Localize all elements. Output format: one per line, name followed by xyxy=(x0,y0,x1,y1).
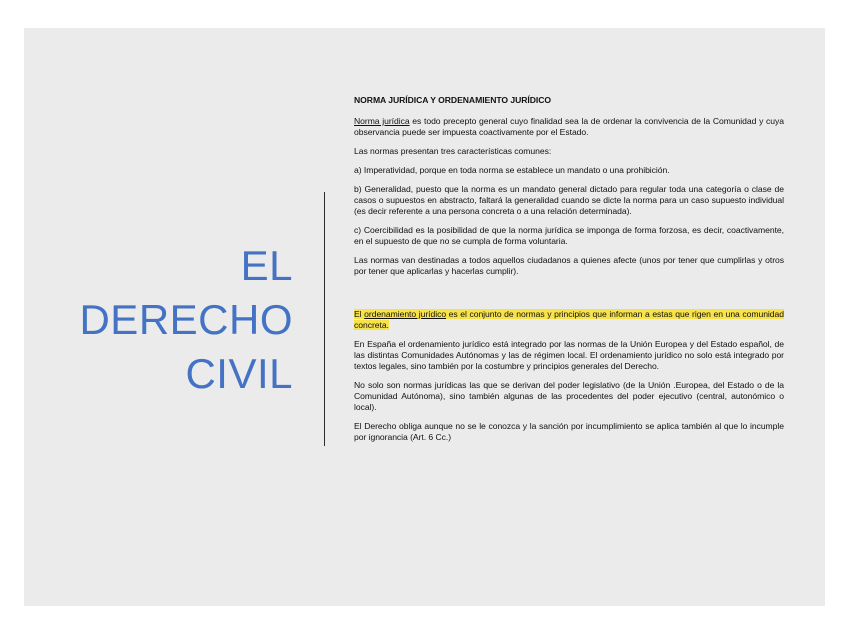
section-heading: NORMA JURÍDICA Y ORDENAMIENTO JURÍDICO xyxy=(354,95,552,105)
slide xyxy=(24,28,825,606)
paragraph-generalidad: b) Generalidad, puesto que la norma es un mandato general dictado para regular toda una categoría o clase de casos o supuestos en abstracto, faltará la generalidad cuando se dicte la norma para un caso supuesto individual (es decir referente a una persona concreta o a una relación determinada). xyxy=(354,184,784,216)
paragraph-text: es todo precepto general cuyo finalidad sea la de ordenar la convivencia de la Comunidad y cuya observancia puede ser impuesta coactivamente por el Estado. xyxy=(354,116,784,137)
highlighted-definition xyxy=(354,309,784,330)
paragraph-espana: En España el ordenamiento jurídico está integrado por las normas de la Unión Europea y del Estado español, de las distintas Comunidades Autónomas y las de régimen local. El ordenamiento jurídico no solo está integrado por textos legales, sino también por la costumbre y principios generales del Derecho. xyxy=(354,339,784,371)
title-line-3: CIVIL xyxy=(185,350,293,397)
paragraph-ordenamiento-juridico xyxy=(354,309,784,331)
paragraph-normas-juridicas: No solo son normas jurídicas las que se derivan del poder legislativo (de la Unión .Europea, del Estado o de la Comunidad Autónoma), sino también algunas de las procedentes del poder ejecutivo (central, autonómico o local). xyxy=(354,380,784,412)
paragraph-text: es el conjunto de normas y principios que informan a estas que rigen en una comunidad concreta. xyxy=(354,309,784,330)
slide-title xyxy=(79,239,293,401)
paragraph-norma-juridica xyxy=(354,116,784,138)
term-ordenamiento-juridico: ordenamiento jurídico xyxy=(364,309,447,319)
paragraph-text: El xyxy=(354,309,365,319)
paragraph-destinatarios: Las normas van destinadas a todos aquellos ciudadanos a quienes afecte (unos por tener que cumplirlas y otros por tener que aplicarlas y hacerlas cumplir). xyxy=(354,255,784,276)
term-norma-juridica: Norma jurídica xyxy=(354,116,410,126)
paragraph-derecho-obliga: El Derecho obliga aunque no se le conozca y la sanción por incumplimiento se aplica también al que lo incumple por ignorancia (Art. 6 Cc.) xyxy=(354,421,784,442)
vertical-divider xyxy=(324,192,325,446)
paragraph-coercibilidad: c) Coercibilidad es la posibilidad de que la norma jurídica se imponga de forma forzosa, es decir, coactivamente, en el supuesto de que no se cumpla de forma voluntaria. xyxy=(354,225,784,246)
title-line-1: EL xyxy=(240,242,293,289)
title-line-2: DERECHO xyxy=(79,296,293,343)
paragraph-imperatividad: a) Imperatividad, porque en toda norma se establece un mandato o una prohibición. xyxy=(354,165,670,175)
paragraph-caracteristicas: Las normas presentan tres características comunes: xyxy=(354,146,552,156)
slide-body xyxy=(354,95,784,451)
spacer xyxy=(354,285,784,309)
